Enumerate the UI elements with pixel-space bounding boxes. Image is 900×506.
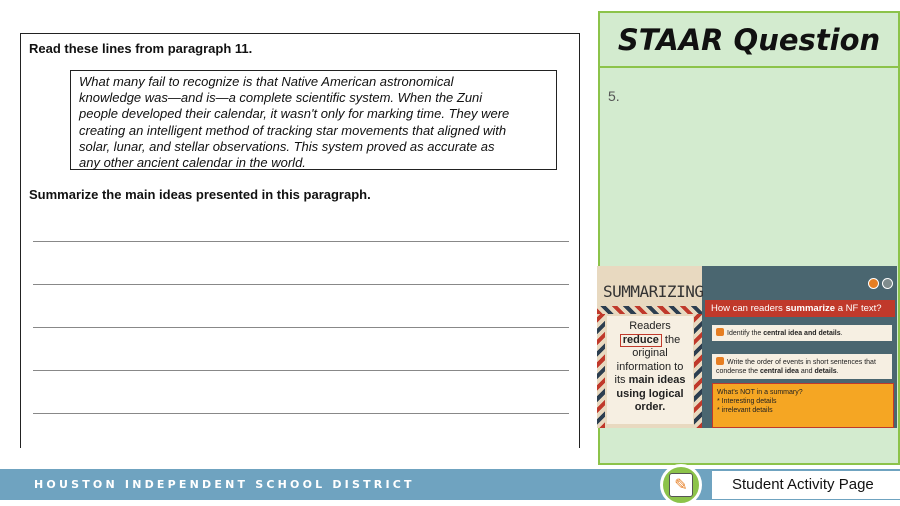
step-bold-text: central idea and details	[763, 330, 841, 337]
reduce-word: reduce	[620, 334, 662, 347]
slide-question-banner	[705, 300, 895, 317]
answer-line[interactable]	[33, 370, 569, 371]
quote-line: What many fail to recognize is that Native American astronomical	[79, 74, 454, 89]
card-text: original	[632, 347, 668, 359]
step-text: and	[798, 368, 815, 375]
slide-step-1	[712, 325, 892, 341]
not-box-heading: What's NOT in a summary?	[717, 389, 803, 396]
slide-step-2	[712, 354, 892, 379]
tribal-pattern-right	[694, 314, 702, 428]
panel-title: STAAR Question	[617, 22, 881, 57]
card-text: information to	[616, 360, 684, 373]
answer-line[interactable]	[33, 284, 569, 285]
step-bold-text: central idea	[759, 368, 799, 375]
banner-bold-text: summarize	[785, 303, 836, 314]
question-intro: Read these lines from paragraph 11.	[29, 41, 253, 56]
hand-icon	[716, 357, 724, 365]
banner-text: a NF text?	[835, 303, 882, 314]
answer-line[interactable]	[33, 413, 569, 414]
district-name: HOUSTON INDEPENDENT SCHOOL DISTRICT	[34, 478, 415, 491]
panel-header	[600, 13, 898, 68]
quote-line: any other ancient calendar in the world.	[79, 155, 306, 171]
hand-icon	[716, 328, 724, 336]
tribal-pattern-left	[597, 314, 605, 428]
slide-icons	[868, 278, 893, 289]
quote-line: solar, lunar, and stellar observations. This system proved as accurate as	[79, 138, 495, 154]
gray-circle-icon	[882, 278, 893, 289]
slide-left-pane	[597, 266, 702, 428]
quote-line: people developed their calendar, it wasn't only for marking time. They were	[79, 106, 510, 122]
card-text: order.	[634, 401, 666, 413]
slide-title: SUMMARIZING	[603, 282, 704, 301]
main-ideas-text: main ideas	[628, 374, 686, 386]
quoted-passage	[70, 70, 557, 170]
question-number: 5.	[608, 88, 620, 104]
question-prompt: Summarize the main ideas presented in this paragraph.	[29, 187, 371, 202]
answer-line[interactable]	[33, 327, 569, 328]
card-text: Readers	[629, 320, 671, 332]
notepad-pencil-icon: ✎	[660, 464, 702, 506]
quote-line: creating an intelligent method of tracking star movements that aligned with	[79, 122, 507, 138]
banner-text: How can readers	[711, 303, 786, 314]
step-text: .	[836, 368, 839, 375]
card-text: its	[614, 374, 626, 386]
card-text: using logical	[616, 387, 684, 400]
card-text-row	[607, 374, 693, 388]
not-box-item: * Interesting details	[717, 398, 777, 405]
definition-card	[607, 316, 693, 424]
answer-line[interactable]	[33, 241, 569, 242]
not-in-summary-box	[712, 383, 894, 428]
step-text: Write the order of events in short sentences that condense the	[716, 359, 876, 375]
quote-line: knowledge was—and is—a complete scientific system. When the Zuni	[79, 90, 483, 106]
step-text: Identify the	[727, 330, 764, 337]
summarizing-slide-image	[597, 266, 897, 428]
student-activity-page-label: Student Activity Page	[712, 471, 900, 499]
not-box-item: * irrelevant details	[717, 407, 773, 414]
tribal-pattern-strip	[597, 306, 702, 314]
card-text: the	[664, 333, 681, 346]
step-bold-text: details	[814, 368, 837, 375]
orange-circle-icon	[868, 278, 879, 289]
step-text: .	[840, 330, 843, 337]
worksheet	[20, 33, 580, 448]
card-text-row	[607, 334, 693, 348]
